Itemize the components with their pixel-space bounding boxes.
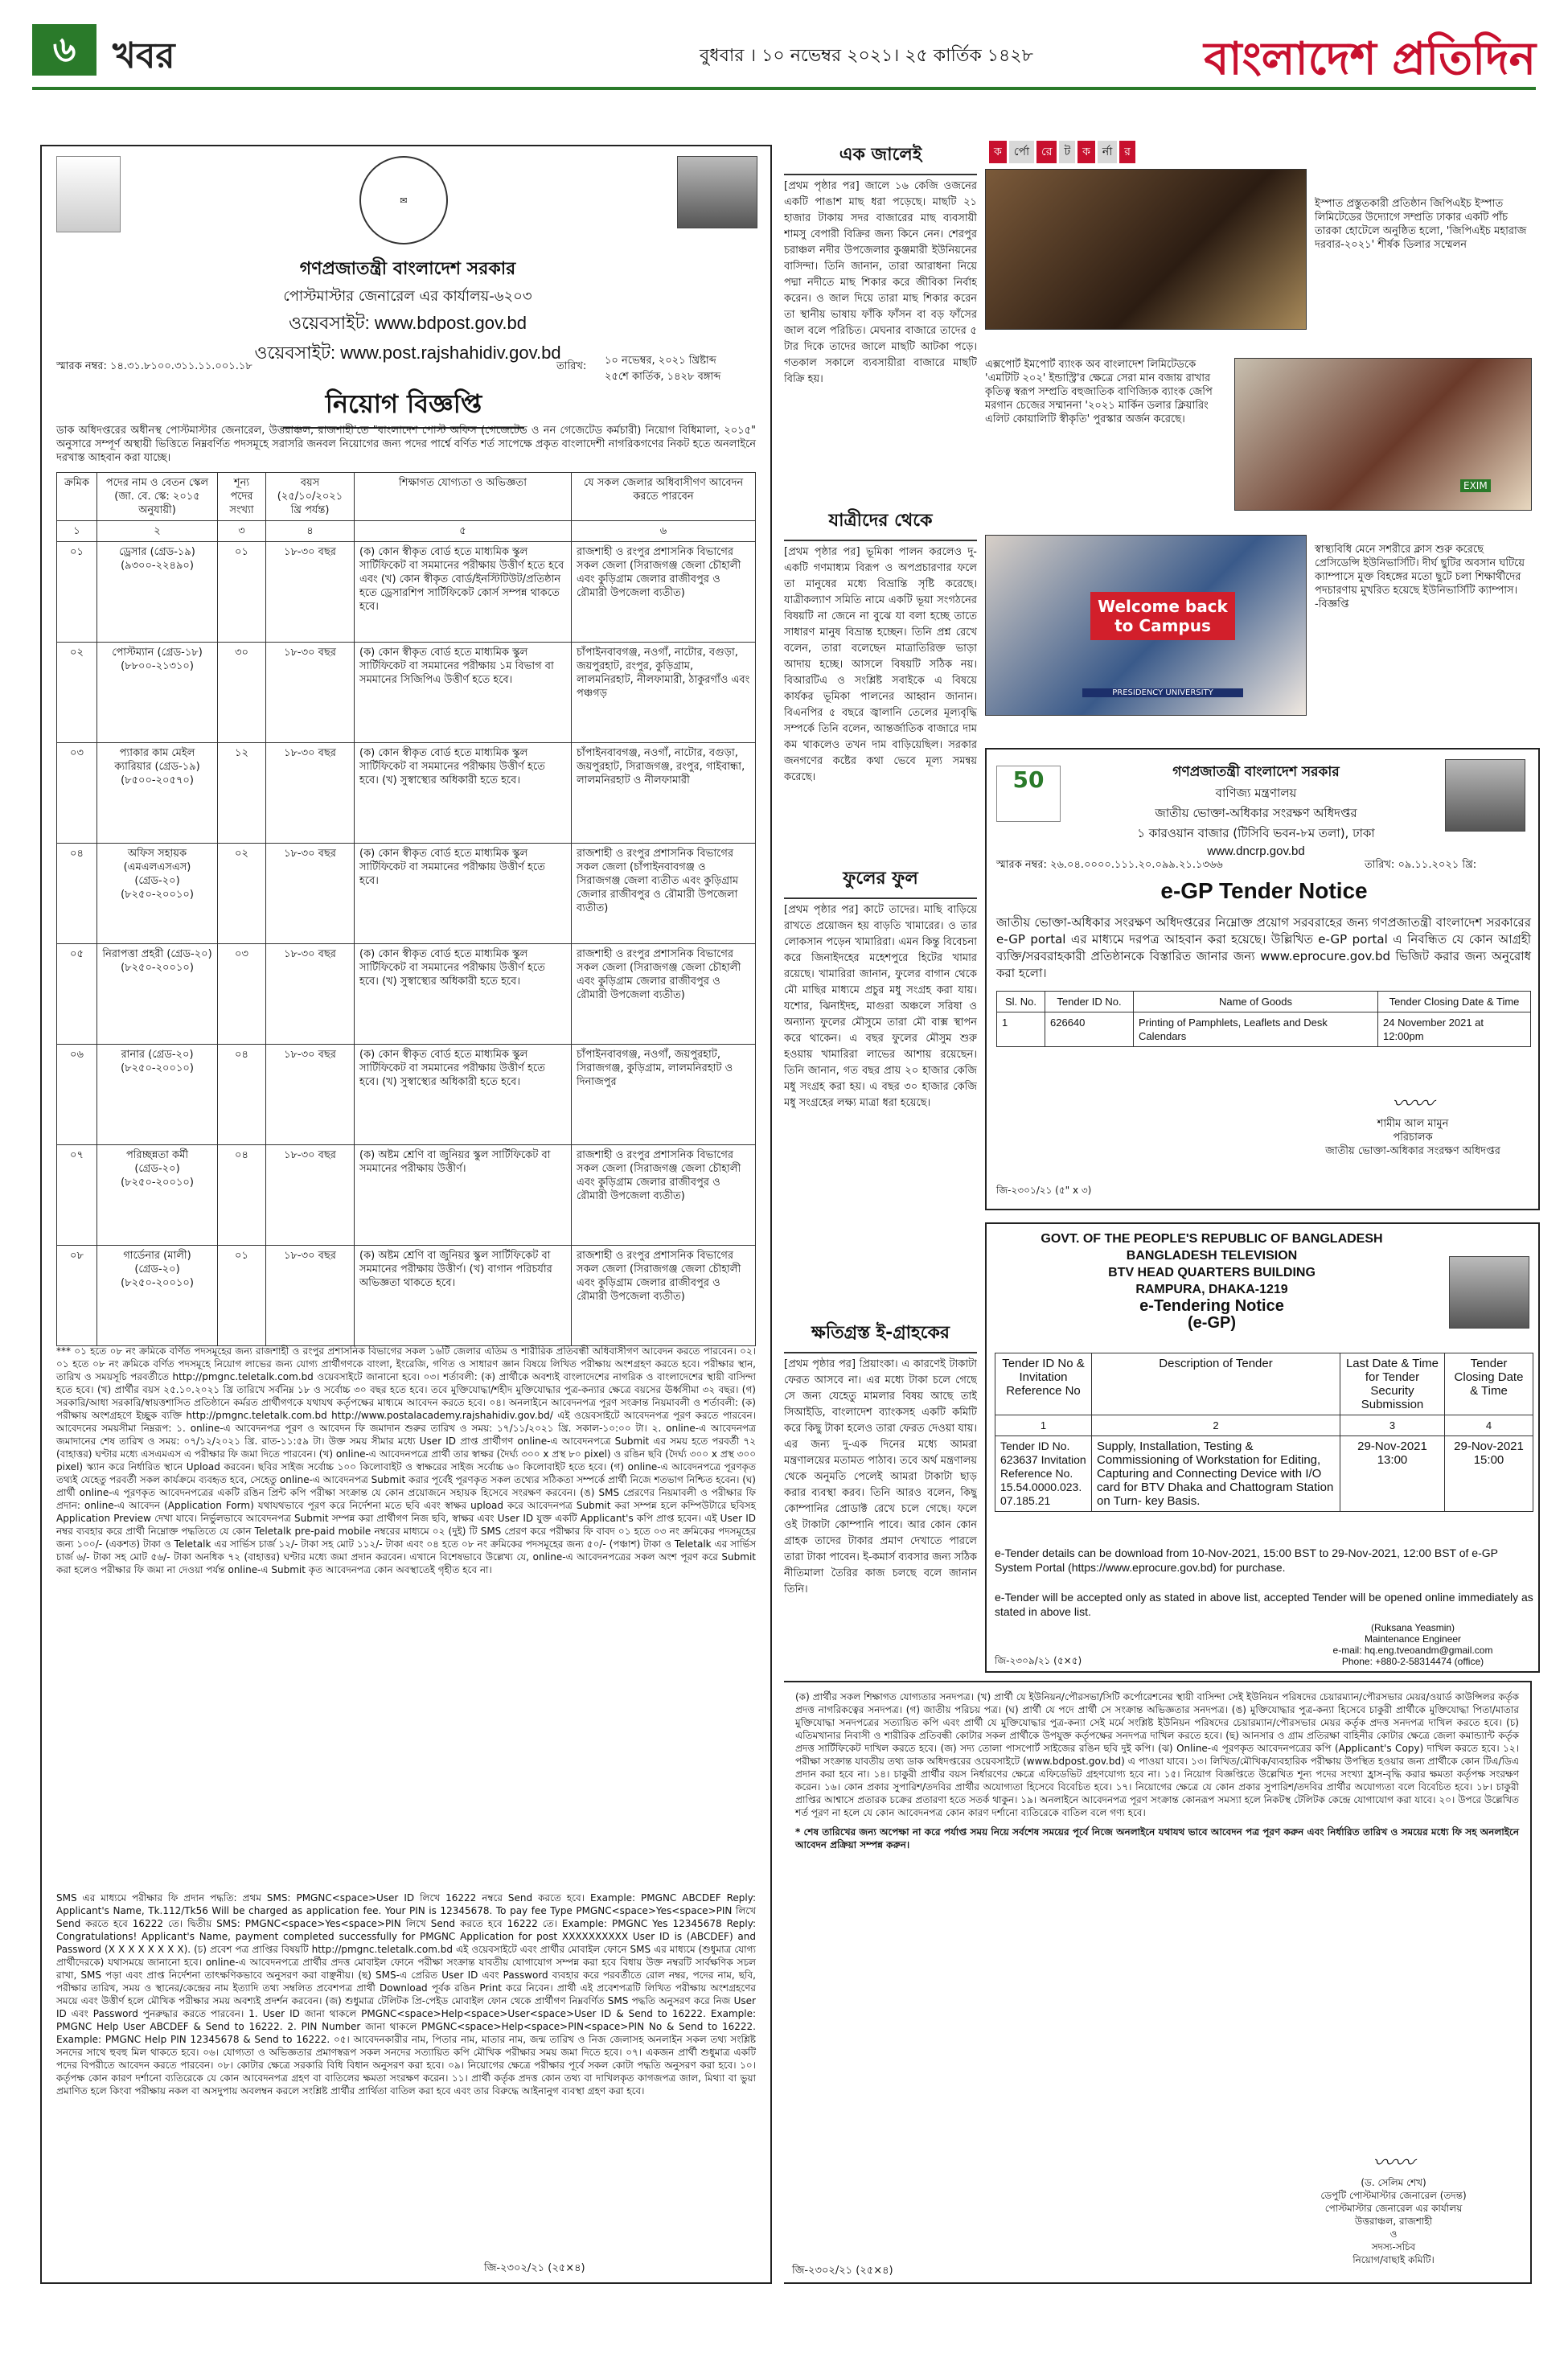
egp-ministry: বাণিজ্য মন্ত্রণালয় [1215,786,1297,800]
egp-code: জি-২৩০১/২১ (৫" x ৩) [996,1185,1092,1196]
cell-age: ১৮-৩০ বছর [266,542,355,643]
cell-num: ০১ [218,542,266,643]
table-row [57,643,756,743]
caption-3: স্বাস্থ্যবিধি মেনে সশরীরে ক্লাস শুরু করেছে প্রেসিডেন্সি ইউনিভার্সিটি। দীর্ঘ ছুটির অবসান ঘটিয়ে ক্যাম্পাসে মুক্ত বিহঙ্গের মতো ছুটে চলা শিক্ষার্থীদের পদচারণায় মুখরিত হয়েছে ইউনিভার্সিটি ক্যাম্পাস। -বিজ্ঞপ্তি [1315,544,1525,610]
signer-line: উত্তরাঞ্চল, রাজশাহী [1354,2216,1433,2227]
cell-num: ১২ [218,743,266,844]
egp-sl: 1 [997,1012,1045,1047]
postal-website-1: ওয়েবসাইট: www.bdpost.gov.bd [289,313,527,333]
table-row [57,844,756,944]
egp-date: তারিখ: ০৯.১১.২০২১ খ্রি: [1365,859,1477,871]
cell-dist: রাজশাহী ও রংপুর প্রশাসনিক বিভাগের সকল জেলা (সিরাজগঞ্জ জেলা চৌহালী এবং কুড়িগ্রাম জেলার রাজীবপুর ও রৌমারী উপজেলা ব্যতীত) [572,542,756,643]
signer-line: (ড. সেলিম শেখ) [1361,2177,1426,2188]
cell-sl: ০৪ [57,844,97,944]
cell-age: ১৮-৩০ বছর [266,844,355,944]
corporate-label: ক র্পো রে ট ক র্না র [989,141,1540,163]
egp-table: Sl. No. Tender ID No. Name of Goods Tender Closing Date & Time 1 626640 Printing of Pamphlets, Leaflets and Desk Calendars 24 November 2021 at 12:00pm [996,991,1531,1047]
btv-security-date: 29-Nov-2021 13:00 [1340,1436,1445,1512]
colnum: ৫ [355,521,572,542]
cell-sl: ০৬ [57,1045,97,1145]
cell-edu: (ক) কোন স্বীকৃত বোর্ড হতে মাধ্যমিক স্কুল সার্টিফিকেট বা সমমানের পরীক্ষায় উত্তীর্ণ হতে হবে। (খ) সুস্বাস্থ্যের অধিকারী হতে হবে। [355,743,572,844]
postal-intro: ডাক অধিদপ্তরের অধীনস্থ পোস্টমাস্টার জেনারেল, উত্তরাঞ্চল, রাজশাহী'তে "বাংলাদেশ পোস্ট অফিস (গেজেটেড ও নন গেজেটেড কর্মচারী) নিয়োগ বিধিমালা, ২০১৫" অনুসারে সম্পূর্ণ অস্থায়ী ভিত্তিতে নিম্নবর্ণিত পদসমূহে সরাসরি জনবল নিয়োগের জন্য পদের পার্শ্বে বর্ণিত শর্ত সাপেক্ষে প্রকৃত বাংলাদেশী নাগরিকগণের নিকট হতে অনলাইনে দরখাস্ত আহবান করা যাচ্ছে। [56,425,756,464]
cell-edu: (ক) কোন স্বীকৃত বোর্ড হতে মাধ্যমিক স্কুল সার্টিফিকেট বা সমমানের পরীক্ষায় উত্তীর্ণ হতে হবে। [355,844,572,944]
post-seal-icon: ✉ [359,156,448,244]
cell-dist: রাজশাহী ও রংপুর প্রশাসনিক বিভাগের সকল জেলা (সিরাজগঞ্জ জেলা চৌহালী এবং কুড়িগ্রাম জেলার রাজীবপুর ও রৌমারী উপজেলা ব্যতীত) [572,944,756,1045]
cell-sl: ০২ [57,643,97,743]
photo-gph-dealer [985,169,1307,330]
signature-image: 〰〰 [1391,1092,1434,1116]
signer-line: ডেপুটি পোস্টমাস্টার জেনারেল (তদন্ত) [1320,2190,1467,2201]
news-column [784,141,977,1677]
cell-post: পোস্টম্যান (গ্রেড-১৮) (৮৮০০-২১৩১০) [97,643,218,743]
postal-notice [40,145,772,2284]
postal-office: পোস্টমাস্টার জেনারেল এর কার্যালয়-৬২০৩ [283,288,532,305]
signer-line: সদস্য-সচিব [1371,2241,1416,2253]
btv-note-2: e-Tender will be accepted only as stated in above list, accepted Tender will be opened online immediately as stated in above list. [995,1591,1533,1618]
btv-signer: (Ruksana Yeasmin) Maintenance Engineer e-mail: hq.eng.tveoandm@gmail.com Phone: +880-2-58314474 (office) [1332,1622,1493,1667]
cell-edu: (ক) কোন স্বীকৃত বোর্ড হতে মাধ্যমিক স্কুল সার্টিফিকেট বা সমমানের পরীক্ষায় উত্তীর্ণ হতে হবে। (খ) সুস্বাস্থ্যের অধিকারী হতে হবে। [355,944,572,1045]
table-row [57,542,756,643]
cell-age: ১৮-৩০ বছর [266,1246,355,1346]
cell-post: গার্ডেনার (মালী) (গ্রেড-২০) (৮২৫০-২০০১০) [97,1246,218,1346]
cell-dist: রাজশাহী ও রংপুর প্রশাসনিক বিভাগের সকল জেলা (চাঁপাইনবাবগঞ্জ ও সিরাজগঞ্জ জেলা ব্যতীত এবং কুড়িগ্রাম জেলার রাজীবপুর ও রৌমারী উপজেলা ব্যতীত) [572,844,756,944]
btv-note-1: e-Tender details can be download from 10-Nov-2021, 15:00 BST to 29-Nov-2021, 12:00 BST of e-GP System Portal (https://www.eprocure.gov.bd) for purchase. [995,1546,1498,1574]
header-date: বুধবার । ১০ নভেম্বর ২০২১। ২৫ কার্তিক ১৪২৮ [700,46,1033,66]
postal-date-1: ১০ নভেম্বর, ২০২১ খ্রিষ্টাব্দ [605,355,716,367]
postal-title: নিয়োগ বিজ্ঞপ্তি [283,384,524,429]
btv-description: Supply, Installation, Testing & Commissioning of Workstation for Editing, Capturing and Connecting Device with I/O card for BTV Dhaka and Chattogram Station on Turn- key Basis. [1092,1436,1340,1512]
portrait-image [1445,759,1525,832]
cell-age: ১৮-৩০ বছর [266,743,355,844]
table-row [57,1246,756,1346]
cell-post: প্যাকার কাম মেইল ক্যারিয়ার (গ্রেড-১৯) (৮৫০০-২০৫৭০) [97,743,218,844]
caption-1: ইস্পাত প্রস্তুতকারী প্রতিষ্ঠান জিপিএইচ ইস্পাত লিমিটেডের উদ্যোগে সম্প্রতি ঢাকার একটি পাঁচ তারকা হোটেলে অনুষ্ঠিত হলো, 'জিপিএইচ মহারাজ দরবার-২০২১' শীর্ষক ডিলার সম্মেলন [1315,198,1527,251]
cell-dist: চাঁপাইনবাবগঞ্জ, নওগাঁ, নাটোর, বগুড়া, জয়পুরহাট, সিরাজগঞ্জ, রংপুর, গাইবান্ধা, লালমনিরহাট ও নীলফামারী [572,743,756,844]
postal-notice-continued [784,1681,1532,2284]
cell-post: ড্রেসার (গ্রেড-১৯) (৯৩০০-২২৪৯০) [97,542,218,643]
cell-sl: ০৩ [57,743,97,844]
cell-post: রানার (গ্রেড-২০) (৮২৫০-২০০১০) [97,1045,218,1145]
colnum: ১ [57,521,97,542]
colnum: ৩ [218,521,266,542]
cell-num: ০৪ [218,1045,266,1145]
egp-dept: জাতীয় ভোক্তা-অধিকার সংরক্ষণ অধিদপ্তর [1155,806,1357,820]
egp-gov: গণপ্রজাতন্ত্রী বাংলাদেশ সরকার [1172,764,1340,780]
col-num: শূন্য পদের সংখ্যা [218,473,266,521]
table-row [57,1145,756,1246]
egp-body: জাতীয় ভোক্তা-অধিকার সংরক্ষণ অধিদপ্তরের নিম্নোক্ত প্রয়োগ সরবরাহের জন্য গণপ্রজাতন্ত্রী বাংলাদেশ সরকারের e-GP portal এর মাধ্যমে দরপত্র আহবান করা হয়েছে। উল্লিখিত e-GP portal এ নিবন্ধিত যে কোন আগ্রহী ব্যক্তি/সরবরাহকারী প্রতিষ্ঠানকে বিস্তারিত জানার জন্য www.eprocure.gov.bd ভিজিট করার জন্য অনুরোধ করা হলো। [996,915,1531,980]
egp-title: e-GP Tender Notice [1160,878,1368,903]
page-header [32,18,1536,90]
col-dist: যে সকল জেলার অধিবাসীগণ আবেদন করতে পারবেন [572,473,756,521]
cell-dist: রাজশাহী ও রংপুর প্রশাসনিক বিভাগের সকল জেলা (সিরাজগঞ্জ জেলা চৌহালী এবং কুড়িগ্রাম জেলার রাজীবপুর ও রৌমারী উপজেলা ব্যতীত) [572,1246,756,1346]
colnum: ৬ [572,521,756,542]
cell-age: ১৮-৩০ বছর [266,1145,355,1246]
btv-tender-notice: GOVT. OF THE PEOPLE'S REPUBLIC OF BANGLADESH BANGLADESH TELEVISION BTV HEAD QUARTERS BUILDING RAMPURA, DHAKA-1219 e-Tendering Notice (e-GP) Tender ID No & Invitation Reference No Description of Tender Last Date & Time for Tender Security Submission Tender Closing Date & Time 1 2 3 4 Tender ID No. 623637 Invitation Reference No. 15.54.0000.023. 07.185.21 Supply, Installation, Testing & Commissioning of Workstation for Editing, Capturing and Connecting Device with I/O card for BTV Dhaka and Chattogram Station on Turn- key Basis. 29-Nov-2021 13:00 29-Nov-2021 15:00 e-Tender details can be download from 10-Nov-2021, 15:00 BST to 29-Nov-2021, 12:00 BST of e-GP System Portal (https://www.eprocure.gov.bd) for purchase. e-Tender will be accepted only as stated in above list, accepted Tender will be opened online immediately as stated in above list. (Ruksana Yeasmin) Maintenance Engineer e-mail: hq.eng.tveoandm@gmail.com Phone: +880-2-58314474 (office) জি-২৩০৯/২১ (৫×৫) [985,1222,1540,1673]
egp-memo: স্মারক নম্বর: ২৬.০৪.০০০০.১১১.২০.০৯৯.২১.১৩৬৬ [996,859,1223,871]
news-title-4: ক্ষতিগ্রস্ত ই-গ্রাহকের [784,1319,977,1353]
cell-age: ১৮-৩০ বছর [266,944,355,1045]
btv-closing-date: 29-Nov-2021 15:00 [1445,1436,1533,1512]
postal-sms-rules: SMS এর মাধ্যমে পরীক্ষার ফি প্রদান পদ্ধতি: প্রথম SMS: PMGNC<space>User ID লিখে 16222 নম্বরে Send করতে হবে। Example: PMGNC ABCDEF Reply: Applicant's Name, Tk.112/Tk56 Will be charged as application fee. Your PIN is 12345678. To pay fee Type PMGNC<space>Yes<space>PIN লিখে Send করতে হবে 16222 তে। দ্বিতীয় SMS: PMGNC<space>Yes<space>PIN লিখে Send করতে হবে 16222 তে। Example: PMGNC Yes 12345678 Reply: Congratulations! Applicant's Name, payment completed successfully for PMGNC Application for post XXXXXXXXXX User ID is (ABCDEF) and Password (X X X X X X X X). (চ) প্রবেশ পত্র প্রাপ্তির বিষয়টি http://pmgnc.teletalk.com.bd এই ওয়েবসাইটে এবং প্রার্থীর মোবাইল ফোনে SMS এর মাধ্যমে (শুধুমাত্র যোগ্য প্রার্থীদেরকে) যথাসময়ে জানানো হবে। online-এ আবেদনপত্রে প্রার্থীর প্রদত্ত মোবাইল ফোনে পরীক্ষা সংক্রান্ত যাবতীয় যোগাযোগ সম্পন্ন করা হবে বিধায় উক্ত নম্বরটি সার্বক্ষণিক সচল রাখা, SMS পড়া এবং প্রাপ্ত নির্দেশনা তাৎক্ষণিকভাবে অনুসরণ করা বাঞ্ছনীয়। (ছ) SMS-এ প্রেরিত User ID এবং Password ব্যবহার করে পরবর্তীতে রোল নম্বর, পদের নাম, ছবি, পরীক্ষার তারিখ, সময় ও স্থানের/কেন্দ্রের নাম ইত্যাদি তথ্য সম্বলিত প্রবেশপত্র প্রার্থী Download পূর্বক রঙিন Print করে নিবেন। প্রার্থী এই প্রবেশপত্রটি লিখিত পরীক্ষায় অংশগ্রহণের সময়ে এবং উত্তীর্ণ হলে মৌখিক পরীক্ষার সময় অবশ্যই প্রদর্শন করবেন। (জ) শুধুমাত্র টেলিটক প্রি-পেইড মোবাইল ফোন থেকে প্রার্থীগণ নিম্নবর্ণিত SMS পদ্ধতি অনুসরণ করে নিজ User ID এবং Password পুনরুদ্ধার করতে পারবেন। 1. User ID জানা থাকলে PMGNC<space>Help<space>User<space>User ID & Send to 16222. Example: PMGNC Help User ABCDEF & Send to 16222. 2. PIN Number জানা থাকলে PMGNC<space>Help<space>PIN<space>PIN No & Send to 16222. Example: PMGNC Help PIN 12345678 & Send to 16222. ০৫। আবেদনকারীর নাম, পিতার নাম, মাতার নাম, জন্ম তারিখ ও নিজ জেলাসহ অনলাইন সকল তথ্য সংশ্লিষ্ট সনদের সাথে হুবহু মিল থাকতে হবে। ০৬। যোগ্যতা ও অভিজ্ঞতার প্রমাণস্বরূপ সকল সনদের সত্যায়িত কপি মৌখিক পরীক্ষার সময় জমা দিতে হবে। ০৭। একজন প্রার্থী শুধুমাত্র একটি পদের বিপরীতে আবেদন করতে পারবেন। ০৮। কোটার ক্ষেত্রে সরকারি বিধি বিধান অনুসরণ করা হবে। ০৯। নিয়োগের ক্ষেত্রে পরীক্ষার পূর্বে সকল কোটা পদ্ধতি অনুসরণ করা হবে। ১০। কর্তৃপক্ষ কোন কারণ দর্শানো ব্যতিরেকে যে কোন আবেদনপত্র গ্রহণ বা বাতিলের ক্ষমতা সংরক্ষণ করেন। ১১। প্রার্থী কর্তৃক প্রদত্ত কোন তথ্য বা দাখিলকৃত কাগজপত্র জাল, মিথ্যা বা ভুয়া প্রমাণিত হলে কিংবা পরীক্ষায় নকল বা অসদুপায় অবলম্বন করলে সংশ্লিষ্ট প্রার্থীর প্রার্থিতা বাতিল করা হবে এবং তার বিরুদ্ধে আইনানুগ ব্যবস্থা গ্রহণ করা হবে। [56,1892,756,2097]
egp-signer: 〰〰 শামীম আল মামুন পরিচালক জাতীয় ভোক্তা-অধিকার সংরক্ষণ অধিদপ্তর [1292,1087,1533,1158]
btv-title: e-Tendering Notice [1139,1297,1284,1315]
postal-date-label: তারিখ: [556,360,587,372]
portrait-image [1449,1256,1529,1329]
egp-goods: Printing of Pamphlets, Leaflets and Desk Calendars [1134,1012,1378,1047]
col-edu: শিক্ষাগত যোগ্যতা ও অভিজ্ঞতা [355,473,572,521]
news-text-2: [প্রথম পৃষ্ঠার পর] ভূমিকা পালন করলেও দু-একটি গণমাধ্যম বিরূপ ও অপপ্রচারণার ফলে তা মানুষের মধ্যে বিভ্রান্তি সৃষ্টি করেছে। যাত্রীকল্যাণ সমিতি নামে একটি ভূয়া সংগঠনের বিষয়টি না জেনে না বুঝে যা বলা হচ্ছে তাতে সাধারণ মানুষ বিভ্রান্ত হচ্ছেন। তিনি প্রশ্ন রেখে বলেন, তারা বলেছেন মাত্রাতিরিক্ত ভাড়া আদায় হচ্ছে। আসলে বিষয়টি সঠিক নয়। বিআরটিএ ও সংশ্লিষ্ট সবাইকে এ বিষয়ে কার্যকর ভূমিকা পালনের আহ্বান জানান। বিএনপির ৫ বছরে জ্বালানি তেলের মূল্যবৃদ্ধি সম্পর্কে তিনি বলেন, আন্তর্জাতিক বাজারে দাম কম থাকলেও তখন দাম বাড়িয়েছিল। সরকার জনগণের কষ্টের কথা ভেবে মূল্য সমন্বয় করেছে। [784,546,977,783]
btv-code-2: জি-২৩০২/২১ (২৫×৪) [792,2265,893,2277]
section-title: খবর [113,35,175,76]
postal-rules: *** ০১ হতে ০৮ নং ক্রমিকে বর্ণিত পদসমূহের জন্য রাজশাহী ও রংপুর প্রশাসনিক বিভাগের সকল ১৬টি জেলার এতিম ও শারীরিক প্রতিবন্ধী অধিবাসীগণ আবেদন করতে পারবেন। ০২। ০১ হতে ০৮ নং ক্রমিকে বর্ণিত পদসমূহে নিয়োগ লাভের জন্য যোগ্য প্রার্থীগণকে বাংলা, ইংরেজি, গণিত ও সাধারণ জ্ঞান বিষয়ে লিখিত পরীক্ষায় অংশগ্রহণ করতে হবে। পরীক্ষার স্থান, তারিখ ও সময়সূচি পরবর্তীতে http://pmgnc.teletalk.com.bd ওয়েবসাইটে জানানো হবে। ০৩। শর্তাবলী: (ক) প্রার্থীকে অবশ্যই বাংলাদেশের নাগরিক ও বাংলাদেশের স্থায়ী বাসিন্দা হতে হবে। (খ) প্রার্থীর বয়স ২৫.১০.২০২১ খ্রি তারিখে সর্বনিম্ন ১৮ ও সর্বোচ্চ ৩০ বছর হতে হবে। তবে মুক্তিযোদ্ধা/শহীদ মুক্তিযোদ্ধার পুত্র-কন্যার ক্ষেত্রে বয়সের ঊর্ধ্বসীমা ৩২ বছর। (গ) সরকারি/আধা সরকারি/স্বায়ত্তশাসিত প্রতিষ্ঠানে কর্মরত প্রার্থীগণকে যথাযথ কর্তৃপক্ষের মাধ্যমে আবেদন করতে হবে। ০৪। অনলাইনে আবেদনপত্র পূরণ সংক্রান্ত নিয়মাবলী ও শর্তাবলী: (ক) পরীক্ষায় অংশগ্রহণে ইচ্ছুক ব্যক্তি http://pmgnc.teletalk.com.bd http://www.postalacademy.rajshahidiv.gov.bd/ এই ওয়েবসাইটে আবেদনপত্র পূরণ করতে পারবেন। আবেদনের সময়সীমা নিম্নরূপ: ১. online-এ আবেদনপত্র পূরণ ও আবেদন ফি জমাদান শুরুর তারিখ ও সময়: ১৭/১১/২০২১ খ্রি. সকাল-১০:০০ টা। ২. online-এ আবেদনপত্র জমাদানের শেষ তারিখ ও সময়: ০৭/১২/২০২১ খ্রি. রাত-১১:৫৯ টা। উক্ত সময় সীমার মধ্যে User ID প্রাপ্ত প্রার্থীগণ online-এ আবেদনপত্রে Submit এর সময় হতে পরবর্তী ৭২ (বাহাত্তর) ঘণ্টার মধ্যে এসএমএস এ পরীক্ষার ফি জমা দিতে পারবেন। (খ) online-এ আবেদনপত্রে প্রার্থী তার স্বাক্ষর (দৈর্ঘ্য ৩০০ x প্রস্থ ৮০ pixel) ও রঙিন ছবি (দৈর্ঘ্য ৩০০ x প্রস্থ ৩০০ pixel) স্ক্যান করে নির্ধারিত স্থানে Upload করবেন। ছবির সাইজ সর্বোচ্চ ১০০ কিলোবাইট ও স্বাক্ষরের সাইজ সর্বোচ্চ ৬০ কিলোবাইট হতে হবে। (গ) online-এ আবেদনপত্রে পূরণকৃত তথ্যই যেহেতু পরবর্তী সকল কার্যক্রমে ব্যবহৃত হবে, সেহেতু online-এ আবেদনপত্র Submit করার পূর্বেই পূরণকৃত সকল তথ্যের সঠিকতা সম্পর্কে প্রার্থী নিজে শতভাগ নিশ্চিত হবেন। (ঘ) প্রার্থী online-এ পূরণকৃত আবেদনপত্রের একটি রঙিন প্রিন্ট কপি পরীক্ষা সংক্রান্ত যে কোন প্রয়োজনে সহায়ক হিসেবে সংরক্ষণ করবেন। (ঙ) SMS প্রেরণের নিয়মাবলী ও পরীক্ষার ফি প্রদান: online-এ আবেদন (Application Form) যথাযথভাবে পূরণ করে নির্দেশনা মতে ছবি এবং স্বাক্ষর upload করে আবেদনপত্র Submit করা সম্পন্ন হলে কম্পিউটারে ছবিসহ Application Preview দেখা যাবে। নির্ভুলভাবে আবেদনপত্র Submit সম্পন্ন করা প্রার্থীগণ নিজ ছবি, স্বাক্ষর এবং User ID যুক্ত একটি Applicant's কপি প্রাপ্ত হবেন। এই User ID নম্বর ব্যবহার করে প্রার্থী নিম্নোক্ত পদ্ধতিতে যে কোন Teletalk pre-paid mobile নম্বরের মাধ্যমে ০২ (দুই) টি SMS প্রেরণ করে পরীক্ষার ফি বাবদ ০১ হতে ০৩ নং ক্রমিকের পদসমূহের জন্য ১০০/- (একশত) টাকা ও Teletalk এর সার্ভিস চার্জ ১২/- টাকা সহ মোট ১১২/- টাকা এবং ০৪ হতে ০৮ নং ক্রমিকের পদসমূহের জন্য ৫০/- (পঞ্চাশ) টাকা ও Teletalk এর সার্ভিস চার্জ ৬/- টাকা সহ মোট ৫৬/- টাকা অনধিক ৭২ (বাহাত্তর) ঘণ্টার মধ্যে জমা প্রদান করবেন। এখানে বিশেষভাবে উল্লেখ্য যে, online-এ আবেদনপত্রের সকল অংশ পূরণ করে Submit করা হলেও পরীক্ষার ফি জমা না দেওয়া পর্যন্ত online-এ Submit কৃত আবেদনপত্র কোন অবস্থাতেই গৃহীত হবে না। [56,1345,757,1575]
cell-num: ০১ [218,1246,266,1346]
welcome-banner: Welcome back to Campus [1090,592,1235,640]
btv-code: জি-২৩০৯/২১ (৫×৫) [995,1655,1082,1666]
colnum: ৪ [266,521,355,542]
cell-num: ০৪ [218,1145,266,1246]
signature-image: 〰〰 [1372,2151,1414,2175]
news-text-1: [প্রথম পৃষ্ঠার পর] জালে ১৬ কেজি ওজনের একটি পাঙাশ মাছ ধরা পড়েছে। মাছটি ২১ হাজার টাকায় সদর বাজারের মাছ ব্যবসায়ী শামসু বেপারী বিক্রির জন্য কিনে নেন। শেরপুর চরাঞ্চল নদীর উপজেলার কুঞ্জমারী ইউনিয়নের বাসিন্দা। তিনি জানান, তারা আরাধনা নিয়ে পদ্মা নদীতে মাছ শিকার করে জীবিকা নির্বাহ করেন। ও জাল দিয়ে তারা মাছ শিকার করেন তা স্থানীয় ভাষায় ফাঁকি ফাঁসন বা বড় ফাঁসের জাল বলে পরিচিত। মেঘনার বাজারে তাদের ৫ টার দিকে তাদের জালে মাছটি আটকা পড়ে। গতকাল সকালে ব্যবসায়ীরা বাজারে মাছটি বিক্রি হয়। [784,180,977,385]
table-row [57,743,756,844]
btv-tender-id: Tender ID No. 623637 Invitation Reference No. 15.54.0000.023. 07.185.21 [995,1436,1092,1512]
news-text-4: [প্রথম পৃষ্ঠার পর] প্রিয়াংকা। এ কারণেই টাকাটা ফেরত আসবে না। এর মধ্যে টাকা চলে গেছে সে জন্য যেহেতু মামলার বিষয় আছে তাই সিআইডি, বাংলাদেশ ব্যাংকসহ একটি কমিটি করে কিছু টাকা হলেও তারা ফেরত দেওয়া যায়। এর জন্য দু-এক দিনের মধ্যে আমরা মন্ত্রণালয়ের মতামত পাঠাব। তবে অর্থ মন্ত্রণালয় থেকে অনুমতি পেলেই আমরা টাকাটা ছাড় করার ব্যবস্থা করব। তিনি আরও বলেন, কিছু কোম্পানির প্রোডাক্ট রেখে চলে গেছে। ফলে ওই টাকাটা কোম্পানি পাবে। আর কোন কোন গ্রাহক তাদের টাকার প্রমাণ দেখাতে পারলে তারা টাকা পাবেন। ই-কমার্স ব্যবসার জন্য সঠিক নীতিমালা তৈরির কাজ চলছে বলে জানান তিনি। [784,1358,977,1596]
portrait-image [677,156,757,228]
postal-gov: গণপ্রজাতন্ত্রী বাংলাদেশ সরকার [299,259,516,279]
cell-edu: (ক) কোন স্বীকৃত বোর্ড হতে মাধ্যমিক স্কুল সার্টিফিকেট বা সমমানের পরীক্ষায় উত্তীর্ণ হতে হবে। (খ) সুস্বাস্থ্যের অধিকারী হতে হবে। [355,1045,572,1145]
news-title-1: এক জালেই [784,141,977,175]
caption-2: এক্সপোর্ট ইমপোর্ট ব্যাংক অব বাংলাদেশ লিমিটেডকে 'এমটিটি ২০২' ইন্ডাস্ট্রি'র ক্ষেত্রে সেরা মান বজায় রাখার কৃতিত্ব স্বরূপ সম্প্রতি বহুজাতিক বাণিজ্যিক ব্যাংক জেপি মরগান চেজের সম্মাননা '২০২১ মার্কিন ডলার ক্লিয়ারিং এলিট কোয়ালিটি স্বীকৃতি' পুরস্কার অর্জন করেছে। [985,359,1213,425]
postal-right-rules: (ক) প্রার্থীর সকল শিক্ষাগত যোগ্যতার সনদপত্র। (খ) প্রার্থী যে ইউনিয়ন/পৌরসভা/সিটি কর্পোরেশনের স্থায়ী বাসিন্দা সেই ইউনিয়ন পরিষদের চেয়ারম্যান/পৌরসভার মেয়র/ওয়ার্ড কাউন্সিলর কর্তৃক প্রদত্ত নাগরিকত্বের সনদপত্র। (গ) জাতীয় পরিচয় পত্র। (ঘ) প্রার্থী যে পদে প্রার্থী সে সংক্রান্ত অভিজ্ঞতার সনদপত্র। (ঙ) মুক্তিযোদ্ধার পুত্র-কন্যা হিসেবে চাকুরী প্রার্থীকে মুক্তিযোদ্ধা পিতা/মাতার মুক্তিযোদ্ধা সনদপত্রের সত্যায়িত কপি এবং প্রার্থী যে মুক্তিযোদ্ধার পুত্র-কন্যা সেই মর্মে সংশ্লিষ্ট ইউনিয়ন পরিষদের চেয়ারম্যান/পৌরসভার মেয়র কর্তৃক প্রদত্ত সনদপত্র দাখিল করতে হবে। (চ) এতিমখানার নিবাসী ও শারীরিক প্রতিবন্ধী কোটার সকল প্রার্থীকে উপযুক্ত কর্তৃপক্ষের সনদপত্র দাখিল করতে হবে। (ছ) আনসার ও গ্রাম প্রতিরক্ষা বাহিনীর কোটার ক্ষেত্রে জেলা কমান্ড্যান্ট কর্তৃক প্রদত্ত সার্টিফিকেট দাখিল করতে হবে। (জ) সদ্য তোলা পাসপোর্ট সাইজের রঙিন ছবি দুই কপি। (ঝ) Online-এ পূরণকৃত আবেদনপত্রের কপি (Applicant's Copy) দাখিল করতে হবে। ১২। পরীক্ষা সংক্রান্ত যাবতীয় তথ্য ডাক অধিদপ্তরের ওয়েবসাইটে (www.bdpost.gov.bd) এ পাওয়া যাবে। ১৩। লিখিত/মৌখিক/ব্যবহারিক পরীক্ষায় উপস্থিত হওয়ার জন্য প্রার্থীকে কোন টিএ/ডিএ প্রদান করা হবে না। ১৪। চাকুরী প্রার্থীর বয়স নির্ধারণের ক্ষেত্রে এফিডেভিট গ্রহণযোগ্য হবে না। ১৫। নিয়োগ বিজ্ঞপ্তিতে উল্লেখিত শূন্য পদের সংখ্যা হ্রাস-বৃদ্ধি করার ক্ষমতা কর্তৃপক্ষ সংরক্ষণ করেন। ১৬। কোন প্রকার সুপারিশ/তদবির প্রার্থীর অযোগ্যতা হিসেবে বিবেচিত হবে। ১৭। নিয়োগের ক্ষেত্রে যে কোন প্রকার সুপারিশ/তদবির প্রার্থীর অযোগ্যতা বলে বিবেচিত হবে। ১৮। চাকুরী প্রাপ্তির আশ্বাসে প্রতারক চক্রের প্রতারণা হতে সতর্ক থাকুন। ১৯। অনলাইনে আবেদনপত্র পূরণ সংক্রান্ত কোনরূপ সমস্যা হলে নিকটস্থ টেলিটক কেন্দ্রে যোগাযোগ করা যাবে। ২০। উপরে উল্লেখিত শর্ত পূরণ না হলে যে কোন আবেদনপত্র কোন কারণ দর্শানো ব্যতিরেকে বাতিল বলে গণ্য হবে। [795,1691,1519,1818]
cell-edu: (ক) অষ্টম শ্রেণি বা জুনিয়র স্কুল সার্টিফিকেট বা সমমানের পরীক্ষায় উত্তীর্ণ। [355,1145,572,1246]
tower-logo [56,156,121,232]
postal-code-left: জি-২৩০২/২১ (২৫×৪) [484,2262,585,2274]
cell-dist: চাঁপাইনবাবগঞ্জ, নওগাঁ, জয়পুরহাট, সিরাজগঞ্জ, কুড়িগ্রাম, লালমনিরহাট ও দিনাজপুর [572,1045,756,1145]
news-text-3: [প্রথম পৃষ্ঠার পর] কাটে তাদের। মাছি বাড়িয়ে রাখতে প্রয়োজন হয় বাড়তি খামারের। ও তার লোকসান পড়েন খামারিরা। এমন কিন্তু বিবেচনা করে জিনাইদহের মহেশপুরে হিটের খামার রয়েছে। খামারিরা জানান, ফুলের বাগান থেকে মৌ মাছির মাধ্যমে প্রচুর মধু সংগ্রহ করা যায়। যশোর, ঝিনাইদহ, মাগুরা অঞ্চলে সরিষা ও অন্যান্য ফুলের মৌসুমে তারা মৌ বাক্স স্থাপন করে থাকেন। এ বছর ফুলের মৌসুম শুরু হওয়ায় খামারিরা লাভের আশায় রয়েছেন। তিনি জানান, গত বছর প্রায় ২০ হাজার কেজি মধু সংগ্রহ করা হয়। এ বছর ৩০ হাজার কেজি মধু সংগ্রহের লক্ষ্য মাত্রা ধরা হয়েছে। [784,904,977,1109]
mujib-50-logo: 50 [996,766,1061,822]
page-number: ৬ [32,24,96,76]
postal-memo: স্মারক নম্বর: ১৪.৩১.৮১০০.৩১১.১১.০০১.১৮ [56,360,252,372]
cell-sl: ০৭ [57,1145,97,1246]
col-sl: ক্রমিক [57,473,97,521]
postal-right-note: * শেষ তারিখের জন্য অপেক্ষা না করে পর্যাপ্ত সময় নিয়ে সর্বশেষ সময়ের পূর্বে নিজে অনলাইনে যথাযথ ভাবে আবেদন পত্র পূরণ করুন এবং নির্ধারিত তারিখ ও সময়ের মধ্যে ফি সহ অনলাইনে আবেদন প্রক্রিয়া সম্পন্ন করুন। [795,1826,1519,1850]
photo-exim-award: EXIM [1234,358,1532,511]
postal-website-2: ওয়েবসাইট: www.post.rajshahidiv.gov.bd [254,343,561,363]
cell-dist: চাঁপাইনবাবগঞ্জ, নওগাঁ, নাটোর, বগুড়া, জয়পুরহাট, রংপুর, কুড়িগ্রাম, লালমনিরহাট, নীলফামারী, ঠাকুরগাঁও এবং পঞ্চগড় [572,643,756,743]
vacancy-table [56,472,756,1346]
cell-age: ১৮-৩০ বছর [266,1045,355,1145]
cell-sl: ০৮ [57,1246,97,1346]
photo-campus: Welcome back to Campus PRESIDENCY UNIVERSITY [985,535,1307,716]
table-row [57,944,756,1045]
col-post: পদের নাম ও বেতন স্কেল (জা. বে. স্কে: ২০১৫ অনুযায়ী) [97,473,218,521]
table-row [57,1045,756,1145]
cell-num: ৩০ [218,643,266,743]
cell-edu: (ক) কোন স্বীকৃত বোর্ড হতে মাধ্যমিক স্কুল সার্টিফিকেট বা সমমানের পরীক্ষায় ১ম বিভাগ বা সমমানের সিজিপিএ উত্তীর্ণ হতে হবে। [355,643,572,743]
cell-num: ০৩ [218,944,266,1045]
postal-signer [1289,2146,1498,2266]
cell-sl: ০১ [57,542,97,643]
cell-dist: রাজশাহী ও রংপুর প্রশাসনিক বিভাগের সকল জেলা (সিরাজগঞ্জ জেলা চৌহালী এবং কুড়িগ্রাম জেলার রাজীবপুর ও রৌমারী উপজেলা ব্যতীত) [572,1145,756,1246]
btv-table: Tender ID No & Invitation Reference No Description of Tender Last Date & Time for Tender Security Submission Tender Closing Date & Time 1 2 3 4 Tender ID No. 623637 Invitation Reference No. 15.54.0000.023. 07.185.21 Supply, Installation, Testing & Commissioning of Workstation for Editing, Capturing and Connecting Device with I/O card for BTV Dhaka and Chattogram Station on Turn- key Basis. 29-Nov-2021 13:00 29-Nov-2021 15:00 [995,1353,1533,1512]
egp-closing: 24 November 2021 at 12:00pm [1378,1012,1531,1047]
brand-logo: বাংলাদেশ প্রতিদিন [1204,32,1536,85]
egp-tender-id: 626640 [1045,1012,1134,1047]
cell-age: ১৮-৩০ বছর [266,643,355,743]
signer-line: নিয়োগ/বাছাই কমিটি। [1353,2254,1435,2265]
egp-address: ১ কারওয়ান বাজার (টিসিবি ভবন-৮ম তলা), ঢাকা [1137,826,1375,840]
signer-line: ও [1389,2228,1398,2240]
news-title-3: ফুলের ফুল [784,865,977,899]
news-title-2: যাত্রীদের থেকে [784,507,977,541]
egp-tender-notice [985,748,1540,1210]
corporate-corner [985,141,1540,736]
cell-edu: (ক) কোন স্বীকৃত বোর্ড হতে মাধ্যমিক স্কুল সার্টিফিকেট বা সমমানের পরীক্ষায় উত্তীর্ণ হতে হবে এবং (খ) কোন স্বীকৃত বোর্ড/ইনস্টিটিউট/প্রতিষ্ঠান হতে ড্রেসারশিপ সার্টিফিকেট কোর্স সম্পন্ন থাকতে হবে। [355,542,572,643]
cell-post: পরিচ্ছন্নতা কর্মী (গ্রেড-২০) (৮২৫০-২০০১০) [97,1145,218,1246]
cell-post: নিরাপত্তা প্রহরী (গ্রেড-২০) (৮২৫০-২০০১০) [97,944,218,1045]
cell-edu: (ক) অষ্টম শ্রেণি বা জুনিয়র স্কুল সার্টিফিকেট বা সমমানের পরীক্ষায় উত্তীর্ণ। (খ) বাগান পরিচর্যার অভিজ্ঞতা থাকতে হবে। [355,1246,572,1346]
signer-line: পোস্টমাস্টার জেনারেল এর কার্যালয় [1324,2203,1463,2214]
postal-date-2: ২৫শে কার্তিক, ১৪২৮ বঙ্গাব্দ [605,371,721,383]
cell-num: ০২ [218,844,266,944]
colnum: ২ [97,521,218,542]
col-age: বয়স (২৫/১০/২০২১ খ্রি পর্যন্ত) [266,473,355,521]
cell-post: অফিস সহায়ক (এমএলএসএস) (গ্রেড-২০) (৮২৫০-২০০১০) [97,844,218,944]
egp-web: www.dncrp.gov.bd [1207,844,1305,858]
cell-sl: ০৫ [57,944,97,1045]
